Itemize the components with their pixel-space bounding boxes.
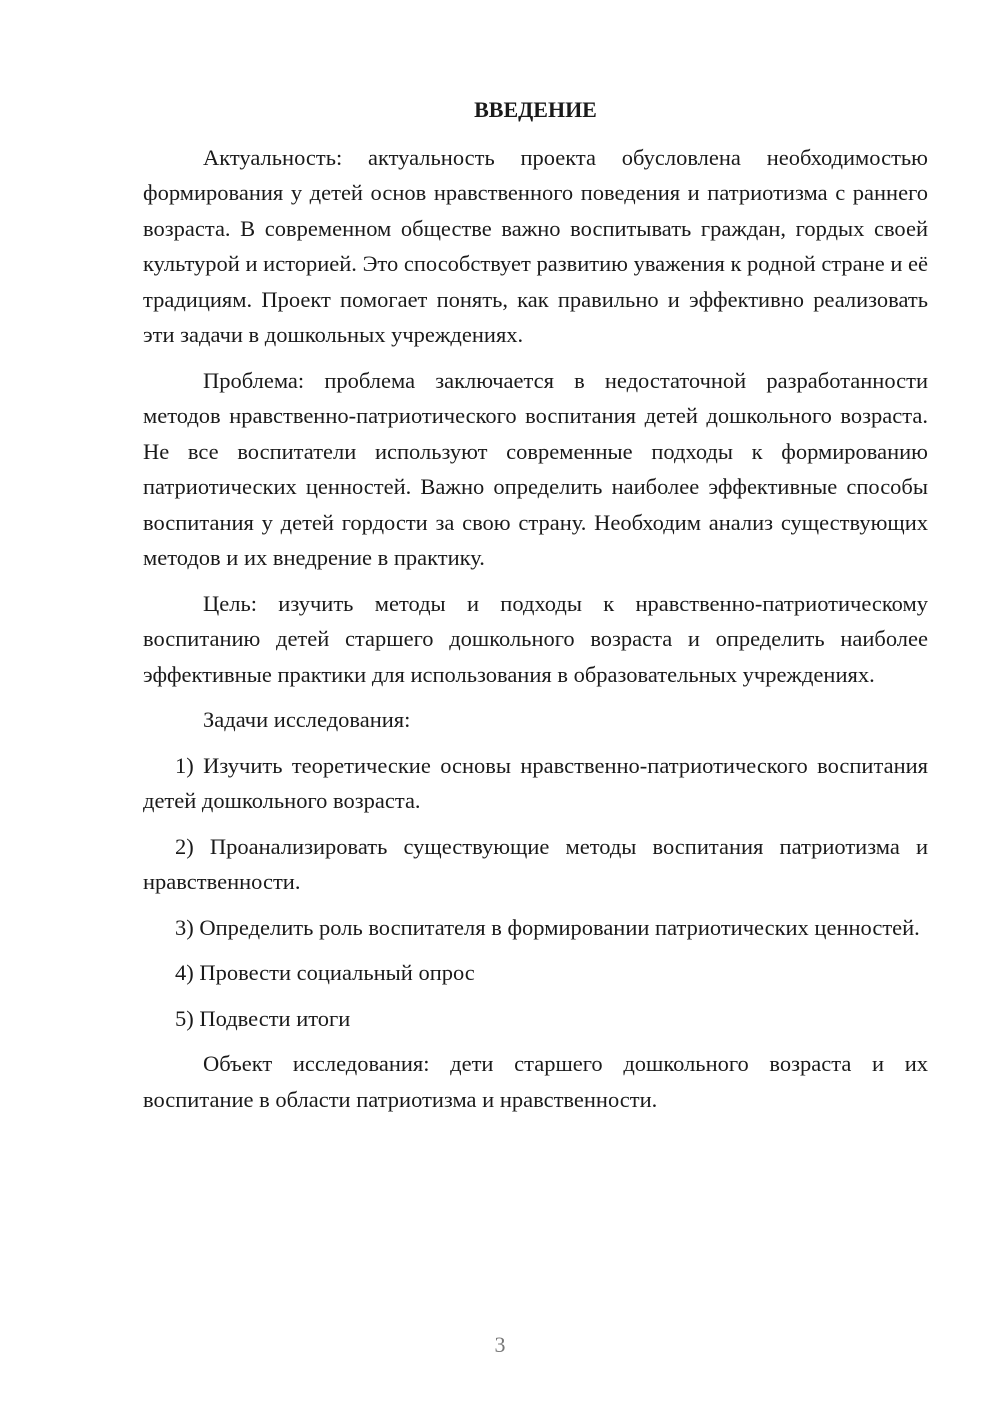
goal-paragraph: Цель: изучить методы и подходы к нравственно-патриотическому воспитанию детей старшего дошкольного возраста и определить наиболее эффективные практики для использования в образовательных учреждениях. [143, 590, 928, 687]
document-page [143, 92, 928, 1127]
object-paragraph: Объект исследования: дети старшего дошкольного возраста и их воспитание в области патриотизма и нравственности. [143, 1051, 928, 1112]
page-number: 3 [494, 1332, 506, 1357]
relevance-paragraph: Актуальность: актуальность проекта обусловлена необходимостью формирования у детей основ нравственного поведения и патриотизма с раннего возраста. В современном обществе важно воспитывать граждан, гордых своей культурой и историей. Это способствует развитию уважения к родной стране и её традициям. Проект помогает понять, как правильно и эффективно реализовать эти задачи в дошкольных учреждениях. [143, 144, 928, 347]
task-item: 4) Провести социальный опрос [175, 960, 475, 985]
task-item: 1) Изучить теоретические основы нравственно-патриотического воспитания детей дошкольного возраста. [143, 752, 928, 813]
document-heading: ВВЕДЕНИЕ [474, 97, 597, 122]
task-item: 5) Подвести итоги [175, 1005, 351, 1031]
tasks-title: Задачи исследования: [203, 707, 411, 732]
task-item: 2) Проанализировать существующие методы воспитания патриотизма и нравственности. [143, 833, 928, 894]
tasks-list [143, 748, 928, 1037]
task-item: 3) Определить роль воспитателя в формировании патриотических ценностей. [175, 914, 920, 940]
problem-paragraph: Проблема: проблема заключается в недостаточной разработанности методов нравственно-патриотического воспитания детей дошкольного возраста. Не все воспитатели используют современные подходы к формированию патриотических ценностей. Важно определить наиболее эффективные способы воспитания у детей гордости за свою страну. Необходим анализ существующих методов и их внедрение в практику. [143, 367, 928, 570]
